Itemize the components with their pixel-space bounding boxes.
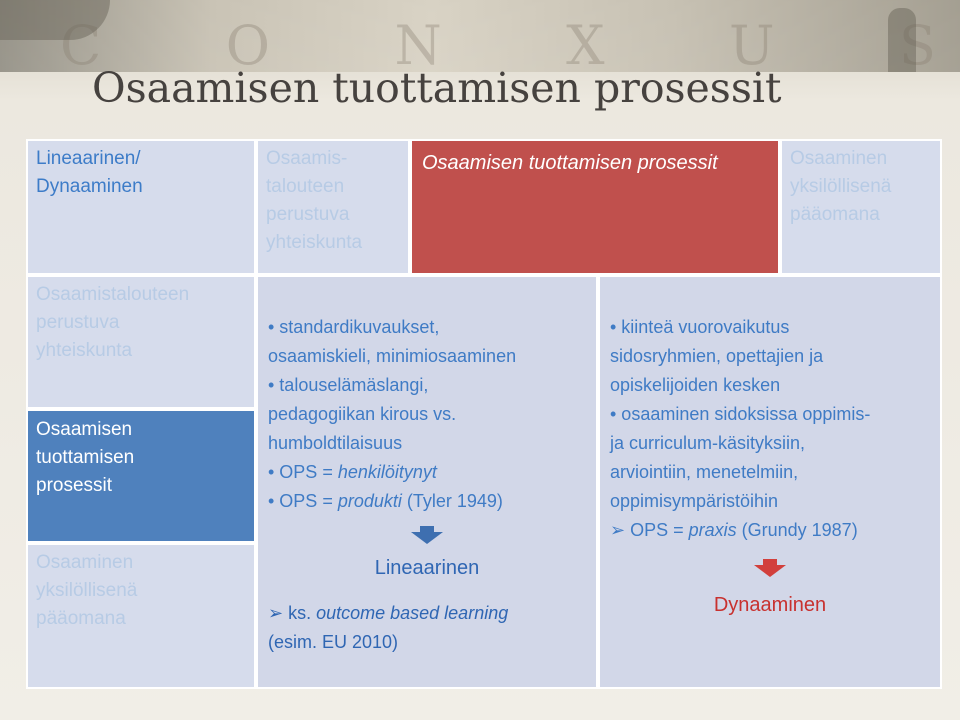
body-line: oppimisympäristöihin [610,491,779,511]
body-line [268,487,586,516]
banner-letter: X [566,14,609,77]
body-line: osaamiskieli, minimiosaaminen [268,346,517,366]
down-arrow-icon [754,565,786,577]
banner-letter: U [729,14,779,77]
body-text: ➢ OPS = [610,520,689,540]
side-text: pääomana [36,608,126,629]
header-text: yksilöllisenä [790,176,892,197]
header-text: Osaaminen [790,148,888,169]
body-line: arviointiin, menetelmiin, [610,462,799,482]
header-text: pääomana [790,204,880,225]
down-arrow-icon [411,532,443,544]
side-text: yksilöllisenä [36,580,138,601]
side-text: tuottamisen [36,447,135,468]
header-text: perustuva [266,204,350,225]
body-line: • kiinteä vuorovaikutus [610,317,790,337]
banner-letter: N [394,14,446,77]
body-line: • osaaminen sidoksissa oppimis- [610,404,871,424]
body-line: • talouselämäslangi, [268,375,429,395]
header-cell-capital [780,139,942,275]
side-text: Osaamistalouteen [36,284,190,305]
banner-letter: C [60,14,106,77]
body-italic: outcome based learning [316,603,509,623]
photo-banner [0,0,960,77]
side-text: yhteiskunta [36,340,133,361]
side-text: Osaaminen [36,552,134,573]
dynamic-body-cell [598,275,942,689]
content-table [26,139,942,689]
side-text: Osaamisen [36,419,133,440]
header-text: Dynaaminen [36,176,143,197]
body-line: pedagogiikan kirous vs. [268,404,457,424]
header-cell-linear-dynamic [26,139,256,275]
body-line [268,458,586,487]
header-text: talouteen [266,176,345,197]
banner-letter: O [225,14,275,77]
header-text: Osaamis- [266,148,348,169]
header-text: yhteiskunta [266,232,363,253]
body-italic: produkti [337,491,402,511]
header-cell-economy [256,139,410,275]
linear-label: Lineaarinen [374,557,480,579]
side-item-processes [26,409,256,543]
body-text: (Tyler 1949) [401,491,503,511]
side-text: perustuva [36,312,120,333]
header-cell-processes: Osaamisen tuottamisen prosessit [410,139,780,275]
body-line: • standardikuvaukset, [268,317,440,337]
body-line: sidosryhmien, opettajien ja [610,346,824,366]
body-text: • OPS = [268,491,338,511]
body-line: opiskelijoiden kesken [610,375,781,395]
body-line [610,516,930,545]
body-line: (esim. EU 2010) [268,632,399,652]
body-text: (Grundy 1987) [736,520,858,540]
side-text: prosessit [36,475,113,496]
body-text: • OPS = [268,462,338,482]
body-line: ja curriculum-käsityksiin, [610,433,806,453]
linear-body-cell [256,275,598,689]
body-italic: praxis [688,520,737,540]
slide-title: Osaamisen tuottamisen prosessit [92,64,782,112]
side-item-capital [26,543,256,689]
side-item-economy [26,275,256,409]
dynamic-label: Dynaaminen [713,594,827,616]
body-italic: henkilöitynyt [337,462,437,482]
body-text: ➢ ks. [268,603,317,623]
body-line: humboldtilaisuus [268,433,403,453]
header-text: Lineaarinen/ [36,148,141,169]
body-line [268,599,586,628]
person-silhouette [888,8,916,72]
banner-letter: S [898,14,940,77]
